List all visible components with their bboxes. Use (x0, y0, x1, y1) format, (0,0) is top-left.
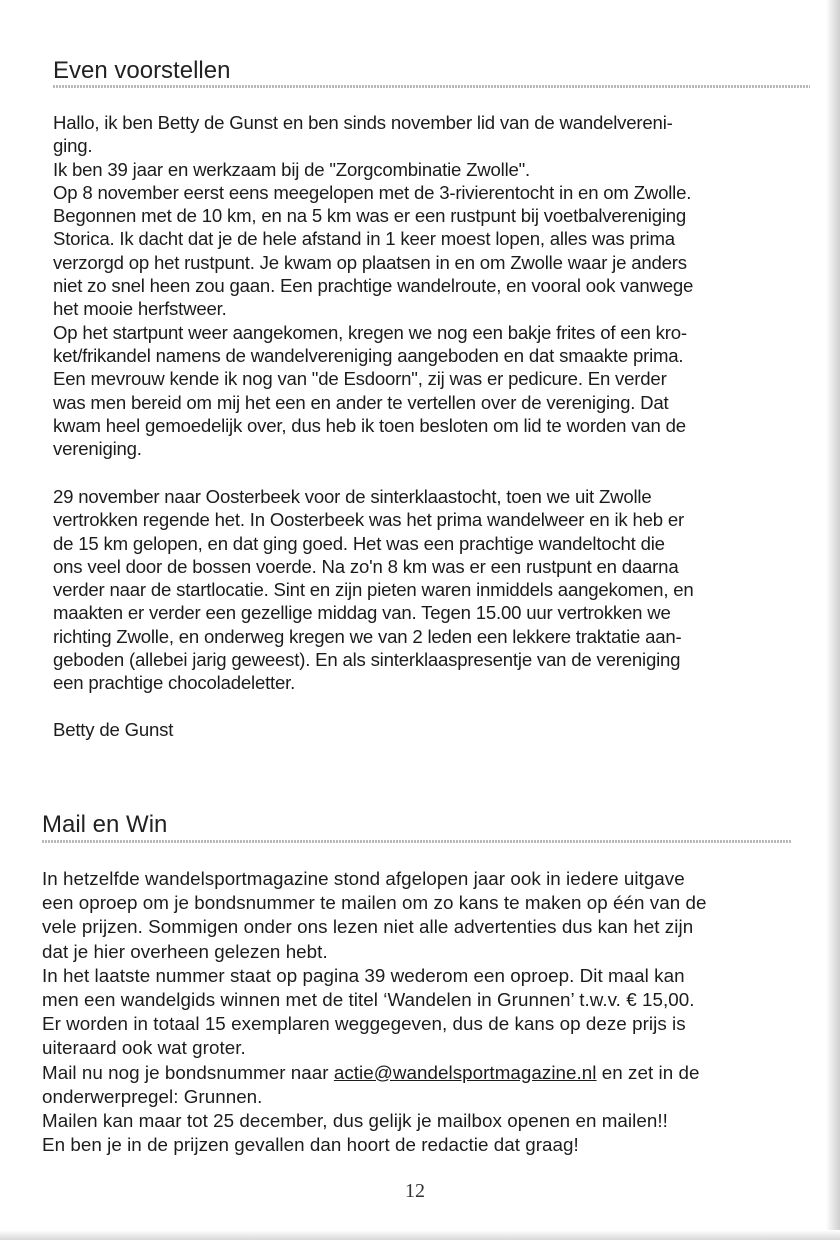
page-number: 12 (405, 1180, 425, 1202)
section-divider (42, 840, 792, 843)
section-title-mail-en-win: Mail en Win (42, 811, 168, 838)
mail-text-after-link: en zet in de onderwerpregel: Grunnen. Mailen kan maar tot 25 december, dus gelijk je mailbox openen en mailen!! En ben je in de prijzen gevallen dan hoort de redactie dat graag! (42, 1061, 700, 1156)
page-edge-shadow (826, 0, 840, 1240)
signature: Betty de Gunst (53, 719, 174, 740)
section-divider (53, 85, 810, 88)
bottom-edge-shadow (0, 1230, 840, 1240)
section-title-even-voorstellen: Even voorstellen (53, 57, 231, 84)
email-link[interactable]: actie@wandelsportmagazine.nl (333, 1061, 597, 1083)
mail-text-before-link: In hetzelfde wandelsportmagazine stond afgelopen jaar ook in iedere uitgave een oproep om je bondsnummer te mailen om zo kans te maken op één van de vele prijzen. Sommigen onder ons lezen niet alle advertenties dus kan het zijn dat je hier overheen gelezen hebt. In het laatste nummer staat op pagina 39 wederom een oproep. Dit maal kan men een wandelgids winnen met de titel ‘Wandelen in Grunnen’ t.w.v. € 15,00. Er worden in totaal 15 exemplaren weggegeven, dus de kans op deze prijs is uiteraard ook wat groter. Mail nu nog je bondsnummer naar (42, 868, 707, 1083)
intro-paragraph-2: 29 november naar Oosterbeek voor de sinterklaastocht, toen we uit Zwolle vertrokken regende het. In Oosterbeek was het prima wandelweer en ik heb er de 15 km gelopen, en dat ging goed. Het was een prachtige wandeltocht die ons veel door de bossen voerde. Na zo'n 8 km was er een rustpunt en daarna verder naar de startlocatie. Sint en zijn pieten waren inmiddels aangekomen, en maakten er verder een gezellige middag van. Tegen 15.00 uur vertrokken we richting Zwolle, en onderweg kregen we van 2 leden een lekkere traktatie aan- geboden (allebei jarig geweest). En als sinterklaaspresentje van de vereniging een prachtige chocoladeletter. (53, 486, 694, 694)
mail-en-win-paragraph (42, 867, 706, 1157)
intro-paragraph-1: Hallo, ik ben Betty de Gunst en ben sinds november lid van de wandelvereni- ging. Ik ben 39 jaar en werkzaam bij de "Zorgcombinatie Zwolle". Op 8 november eerst eens meegelopen met de 3-rivierentocht in en om Zwolle. Begonnen met de 10 km, en na 5 km was er een rustpunt bij voetbalvereniging Storica. Ik dacht dat je de hele afstand in 1 keer moest lopen, alles was prima verzorgd op het rustpunt. Je kwam op plaatsen in en om Zwolle waar je anders niet zo snel heen zou gaan. Een prachtige wandelroute, en vooral ook vanwege het mooie herfstweer. Op het startpunt weer aangekomen, kregen we nog een bakje frites of een kro- ket/frikandel namens de wandelvereniging aangeboden en dat smaakte prima. Een mevrouw kende ik nog van "de Esdoorn", zij was er pedicure. En verder was men bereid om mij het een en ander te vertellen over de vereniging. Dat kwam heel gemoedelijk over, dus heb ik toen besloten om lid te worden van de vereniging. (53, 112, 694, 460)
